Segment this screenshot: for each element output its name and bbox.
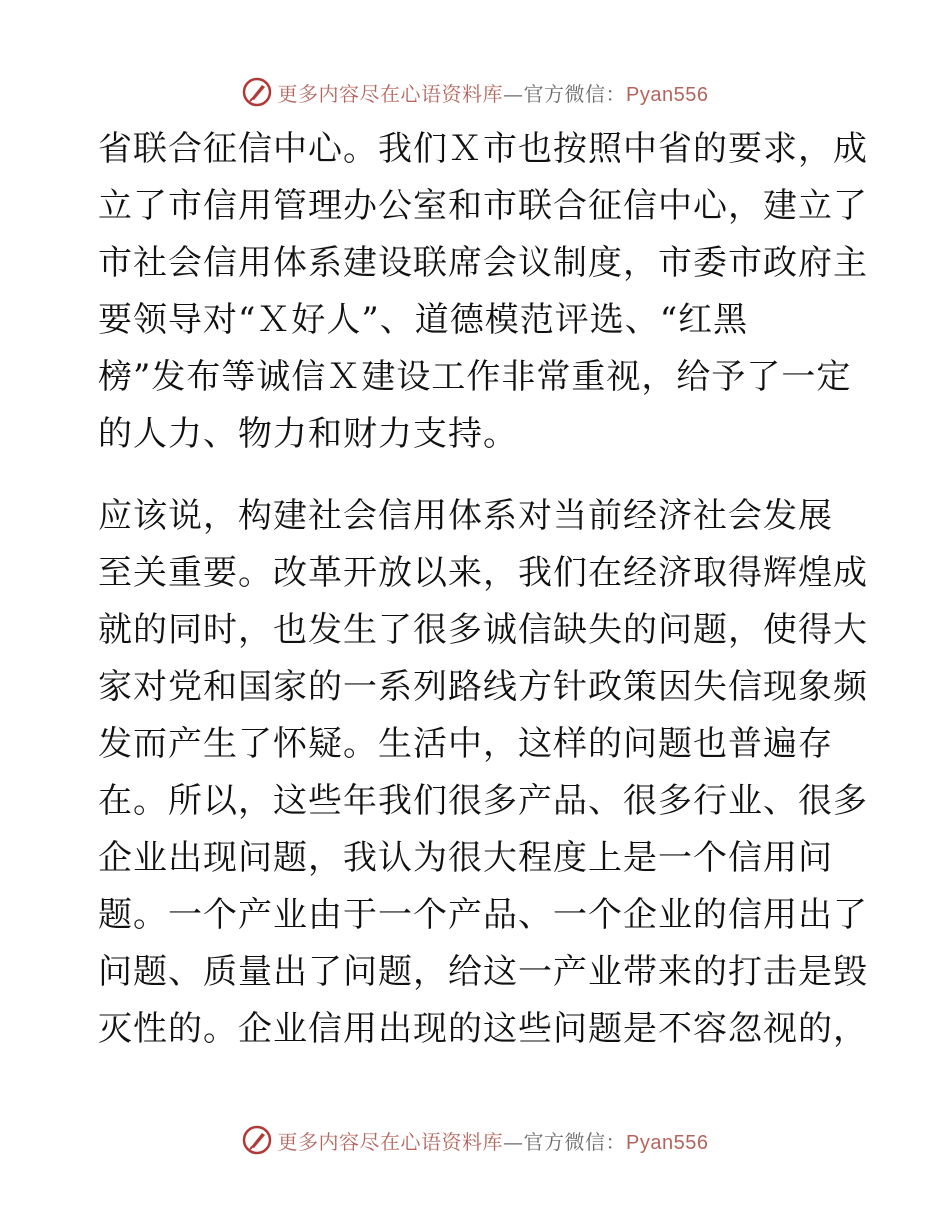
text-line: 题。一个产业由于一个产品、一个企业的信用出了 (98, 895, 868, 935)
paragraph-1 (98, 121, 868, 463)
quill-logo-icon (242, 1125, 272, 1155)
text-line: 的人力、物力和财力支持。 (98, 414, 518, 454)
text-line: 就的同时，也发生了很多诚信缺失的问题，使得大 (98, 610, 868, 650)
text-line: 发而产生了怀疑。生活中，这样的问题也普遍存 (98, 724, 833, 764)
text-line: 应该说，构建社会信用体系对当前经济社会发展 (98, 496, 833, 536)
text-line: 家对党和国家的一系列路线方针政策因失信现象频 (98, 667, 868, 707)
banner-dash: — (503, 1129, 524, 1154)
banner-text (278, 78, 709, 107)
banner-text (278, 1126, 709, 1155)
banner-wechat-label: 官方微信： (523, 1129, 627, 1154)
banner-wechat-label: 官方微信： (523, 81, 627, 106)
text-line: 企业出现问题，我认为很大程度上是一个信用问 (98, 838, 833, 878)
text-line: 问题、质量出了问题，给这一产业带来的打击是毁 (98, 952, 868, 992)
footer-banner (0, 1120, 950, 1160)
banner-wechat-id: Pyan556 (626, 83, 709, 106)
banner-wechat-id: Pyan556 (626, 1131, 709, 1154)
header-banner (0, 72, 950, 112)
text-line: 立了市信用管理办公室和市联合征信中心，建立了 (98, 186, 868, 226)
banner-dash: — (503, 81, 524, 106)
banner-title: 更多内容尽在心语资料库 (277, 1129, 504, 1154)
text-line: 在。所以，这些年我们很多产品、很多行业、很多 (98, 781, 868, 821)
text-line: 省联合征信中心。我们Ｘ市也按照中省的要求，成 (98, 129, 868, 169)
paragraph-2 (98, 488, 868, 1058)
quill-logo-icon (242, 77, 272, 107)
text-line: 至关重要。改革开放以来，我们在经济取得辉煌成 (98, 553, 868, 593)
text-line: 市社会信用体系建设联席会议制度，市委市政府主 (98, 243, 868, 283)
text-line: 要领导对“Ｘ好人”、道德模范评选、“红黑 (98, 300, 749, 340)
text-line: 灭性的。企业信用出现的这些问题是不容忽视的， (98, 1009, 868, 1049)
text-line: 榜”发布等诚信Ｘ建设工作非常重视，给予了一定 (98, 357, 852, 397)
banner-title: 更多内容尽在心语资料库 (277, 81, 504, 106)
